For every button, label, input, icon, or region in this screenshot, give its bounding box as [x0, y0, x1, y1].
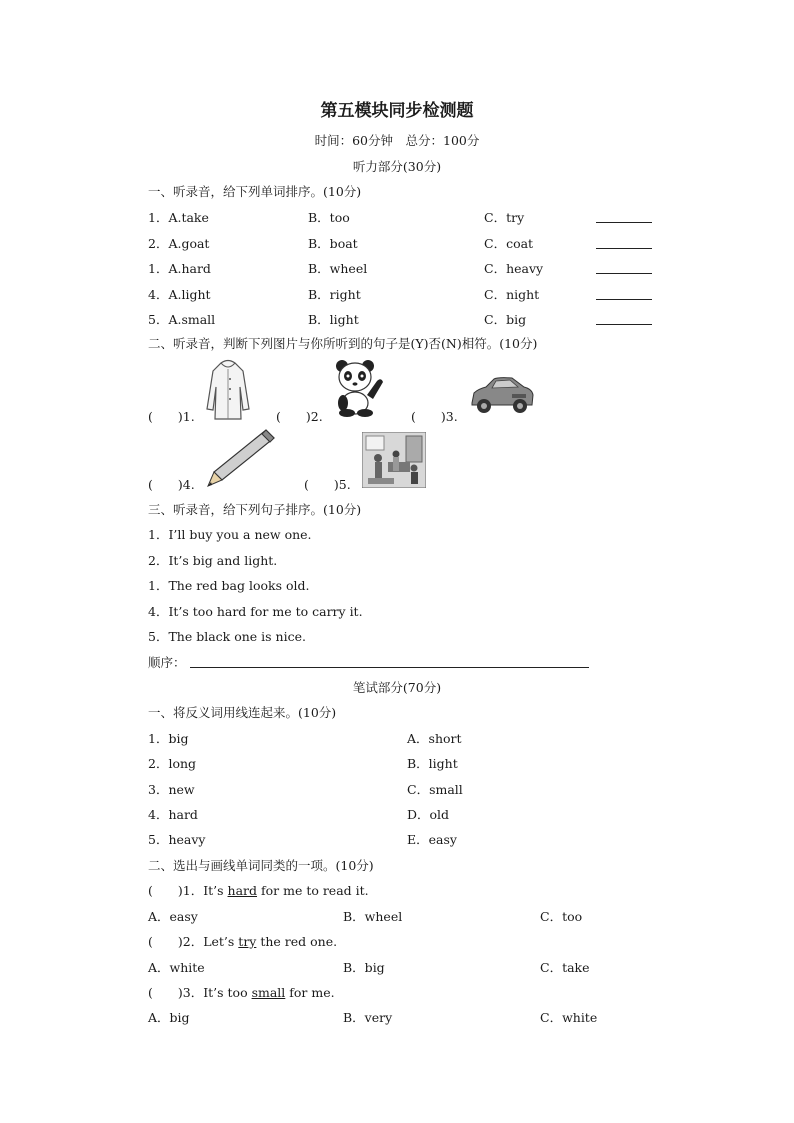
exam-meta: 时间：60分钟 总分：100分 — [314, 133, 480, 148]
l1-row3-c: C．heavy — [484, 261, 544, 276]
l2-item2[interactable]: ( )2. — [276, 409, 323, 424]
q1-suffix: for me to read it. — [257, 883, 369, 898]
q2-underlined-word: try — [238, 934, 257, 949]
l1-row2-answer-blank[interactable] — [596, 248, 652, 249]
car-icon — [468, 375, 536, 417]
w1-left-3[interactable]: 3．new — [148, 782, 195, 797]
q2-option-a[interactable]: A．white — [148, 960, 205, 975]
l1-row4-c: C．night — [484, 287, 540, 302]
w1-right-b[interactable]: B．light — [407, 756, 458, 771]
l1-row3-answer-blank[interactable] — [596, 273, 652, 274]
l1-row4-a: 4．A.light — [148, 287, 211, 302]
l2-item1[interactable]: ( )1. — [148, 409, 195, 424]
raincoat-icon — [203, 357, 253, 423]
l1-row5-answer-blank[interactable] — [596, 324, 652, 325]
l3-sentence1: 1．I’ll buy you a new one. — [148, 527, 312, 542]
l1-row5-a: 5．A.small — [148, 312, 216, 327]
l1-row1-answer-blank[interactable] — [596, 222, 652, 223]
q1-option-b[interactable]: B．wheel — [343, 909, 403, 924]
l1-row5-b: B．light — [308, 312, 359, 327]
w1-right-e[interactable]: E．easy — [407, 832, 457, 847]
writing-header: 笔试部分(70分) — [352, 680, 442, 695]
q2-prefix: ( )2．Let’s — [148, 934, 239, 949]
room-scene-icon — [362, 432, 426, 488]
w1-heading: 一、将反义词用线连起来。(10分) — [148, 705, 337, 720]
w2-question1 — [148, 881, 369, 899]
l2-item3[interactable]: ( )3. — [411, 409, 458, 424]
w1-left-2[interactable]: 2．long — [148, 756, 197, 771]
l3-heading: 三、听录音，给下列句子排序。(10分) — [148, 502, 362, 517]
q2-suffix: the red one. — [256, 934, 338, 949]
l1-row1-c: C．try — [484, 210, 525, 225]
l2-item5[interactable]: ( )5. — [304, 477, 351, 492]
l2-item4[interactable]: ( )4. — [148, 477, 195, 492]
l1-row5-c: C．big — [484, 312, 527, 327]
q1-underlined-word: hard — [227, 883, 258, 898]
q1-option-c[interactable]: C．too — [540, 909, 583, 924]
w1-right-c[interactable]: C．small — [407, 782, 463, 797]
w1-left-4[interactable]: 4．hard — [148, 807, 198, 822]
l3-sentence4: 4．It’s too hard for me to carry it. — [148, 604, 363, 619]
q1-prefix: ( )1．It’s — [148, 883, 228, 898]
q3-option-c[interactable]: C．white — [540, 1010, 598, 1025]
pencil-icon — [204, 426, 278, 488]
q1-option-a[interactable]: A．easy — [148, 909, 198, 924]
q3-prefix: ( )3．It’s too — [148, 985, 252, 1000]
q2-option-b[interactable]: B．big — [343, 960, 385, 975]
order-label: 顺序： — [148, 655, 186, 670]
l1-row2-a: 2．A.goat — [148, 236, 210, 251]
w1-right-d[interactable]: D．old — [407, 807, 450, 822]
l1-row3-b: B．wheel — [308, 261, 368, 276]
order-answer-line[interactable] — [190, 667, 589, 668]
q3-underlined-word: small — [251, 985, 286, 1000]
l1-row4-b: B．right — [308, 287, 361, 302]
listening-header: 听力部分(30分) — [352, 159, 442, 174]
l1-row1-b: B．too — [308, 210, 350, 225]
w1-left-1[interactable]: 1．big — [148, 731, 189, 746]
l1-heading: 一、听录音，给下列单词排序。(10分) — [148, 184, 362, 199]
l1-row2-b: B．boat — [308, 236, 358, 251]
q2-option-c[interactable]: C．take — [540, 960, 590, 975]
w2-question3 — [148, 983, 335, 1001]
l1-row1-a: 1．A.take — [148, 210, 209, 225]
q3-option-b[interactable]: B．very — [343, 1010, 393, 1025]
w2-heading: 二、选出与画线单词同类的一项。(10分) — [148, 858, 374, 873]
l1-row3-a: 1．A.hard — [148, 261, 211, 276]
l2-heading: 二、听录音，判断下列图片与你所听到的句子是(Y)否(N)相符。(10分) — [148, 336, 538, 351]
l1-row2-c: C．coat — [484, 236, 534, 251]
w2-question2 — [148, 932, 337, 950]
panda-icon — [331, 357, 389, 417]
l3-sentence2: 2．It’s big and light. — [148, 553, 278, 568]
page-title: 第五模块同步检测题 — [320, 101, 474, 121]
w1-left-5[interactable]: 5．heavy — [148, 832, 206, 847]
w1-right-a[interactable]: A．short — [407, 731, 462, 746]
l3-sentence3: 1．The red bag looks old. — [148, 578, 310, 593]
l3-sentence5: 5．The black one is nice. — [148, 629, 306, 644]
q3-option-a[interactable]: A．big — [148, 1010, 190, 1025]
l1-row4-answer-blank[interactable] — [596, 299, 652, 300]
q3-suffix: for me. — [285, 985, 335, 1000]
